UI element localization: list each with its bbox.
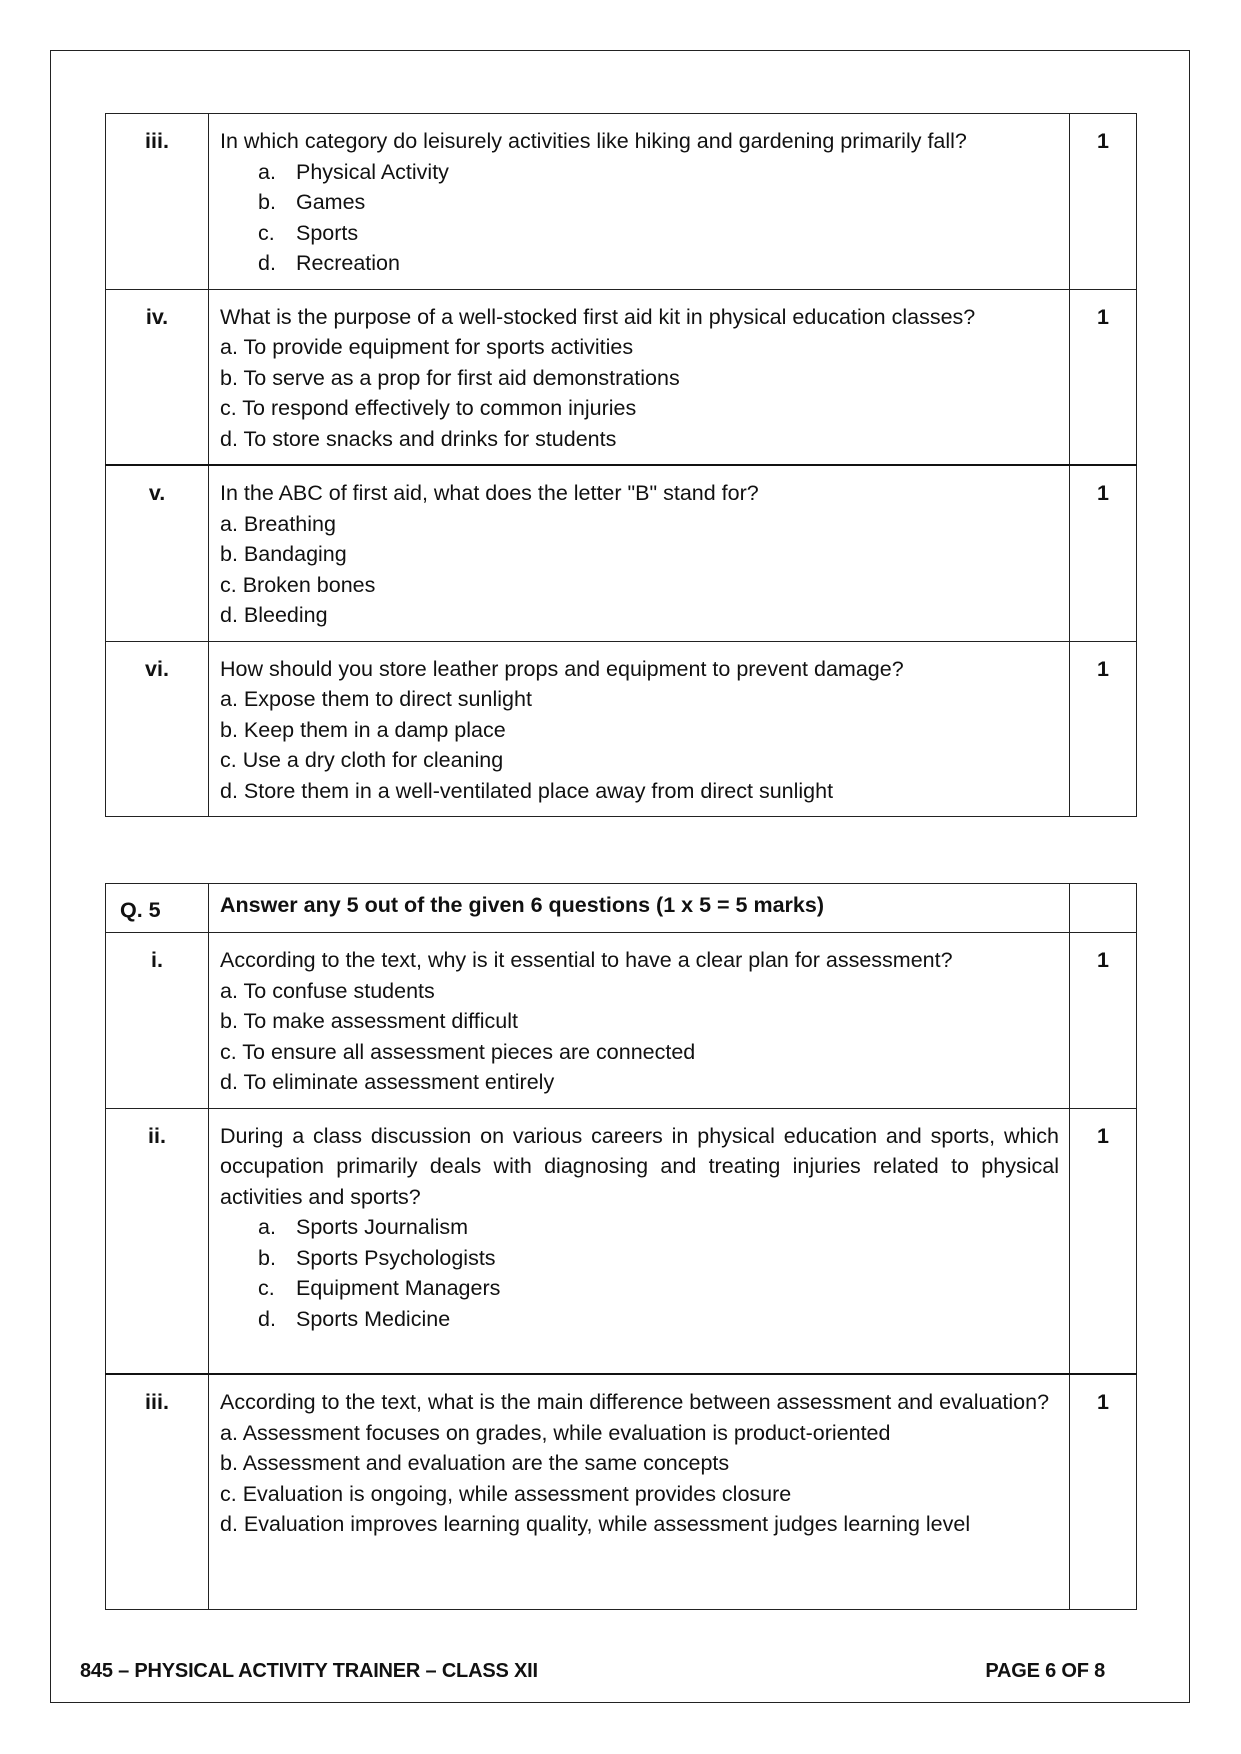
option: b. Games xyxy=(258,190,366,214)
option: a. To confuse students xyxy=(220,978,435,1003)
marks-cell: 1 xyxy=(1070,465,1137,641)
option: c. Evaluation is ongoing, while assessment provides closure xyxy=(220,1481,792,1506)
question-text: In which category do leisurely activities like hiking and gardening primarily fall? xyxy=(220,129,967,153)
question-text: During a class discussion on various careers in physical education and sports, which occupation primarily deals with diagnosing and treating injuries related to physical activities and sports? xyxy=(220,1123,1059,1209)
option: b. Assessment and evaluation are the same concepts xyxy=(220,1451,730,1475)
option: d. Recreation xyxy=(258,251,400,275)
question-row xyxy=(106,933,1137,1109)
option: c. Sports xyxy=(258,220,359,245)
option: b. Keep them in a damp place xyxy=(220,717,506,742)
marks-cell: 1 xyxy=(1070,289,1137,465)
question-body xyxy=(209,641,1070,817)
option: b. Bandaging xyxy=(220,542,347,566)
question-text: In the ABC of first aid, what does the letter "B" stand for? xyxy=(220,481,759,505)
marks-cell: 1 xyxy=(1070,1374,1137,1609)
marks-cell: 1 xyxy=(1070,641,1137,817)
section-number: Q. 5 xyxy=(106,884,209,933)
option: d. Store them in a well-ventilated place away from direct sunlight xyxy=(220,778,834,803)
question-number: iii. xyxy=(106,114,209,290)
question-text: According to the text, what is the main difference between assessment and evaluation? xyxy=(220,1390,1050,1414)
marks-cell: 1 xyxy=(1070,114,1137,290)
question-body xyxy=(209,289,1070,465)
option: d. To store snacks and drinks for students xyxy=(220,426,617,451)
question-number: vi. xyxy=(106,641,209,817)
option: a. Expose them to direct sunlight xyxy=(220,687,532,711)
option: c. Equipment Managers xyxy=(258,1276,501,1300)
question-text: How should you store leather props and equipment to prevent damage? xyxy=(220,656,904,681)
marks-cell xyxy=(1070,884,1137,933)
question-row xyxy=(106,1108,1137,1374)
question-number: v. xyxy=(106,465,209,641)
question-body xyxy=(209,1108,1070,1374)
question-row xyxy=(106,465,1137,641)
question-number: iii. xyxy=(106,1374,209,1609)
question-table-q5 xyxy=(105,883,1137,1610)
question-row xyxy=(106,1374,1137,1609)
section-header-row xyxy=(106,884,1137,933)
question-body xyxy=(209,933,1070,1109)
marks-cell: 1 xyxy=(1070,1108,1137,1374)
option: b. Sports Psychologists xyxy=(258,1245,496,1270)
question-body xyxy=(209,465,1070,641)
option: d. Bleeding xyxy=(220,603,328,627)
question-text: According to the text, why is it essential to have a clear plan for assessment? xyxy=(220,948,953,972)
question-body xyxy=(209,1374,1070,1609)
option: a. To provide equipment for sports activities xyxy=(220,335,634,359)
option: c. To respond effectively to common injuries xyxy=(220,396,637,420)
question-row xyxy=(106,641,1137,817)
option: d. To eliminate assessment entirely xyxy=(220,1070,555,1094)
question-number: iv. xyxy=(106,289,209,465)
option: a. Assessment focuses on grades, while evaluation is product-oriented xyxy=(220,1420,891,1445)
question-number: i. xyxy=(106,933,209,1109)
option: b. To make assessment difficult xyxy=(220,1009,518,1033)
marks-cell: 1 xyxy=(1070,933,1137,1109)
option: a. Physical Activity xyxy=(258,159,449,184)
option: a. Sports Journalism xyxy=(258,1215,469,1239)
option: b. To serve as a prop for first aid demonstrations xyxy=(220,365,680,390)
section-instruction: Answer any 5 out of the given 6 questions (1 x 5 = 5 marks) xyxy=(209,884,1070,933)
option: d. Evaluation improves learning quality, while assessment judges learning level xyxy=(220,1512,971,1536)
option: a. Breathing xyxy=(220,511,336,536)
option: c. Broken bones xyxy=(220,572,376,597)
question-row xyxy=(106,289,1137,465)
question-table-continued xyxy=(105,113,1137,817)
option: d. Sports Medicine xyxy=(258,1306,451,1331)
footer-page-number: PAGE 6 OF 8 xyxy=(985,1660,1105,1682)
question-number: ii. xyxy=(106,1108,209,1374)
question-body xyxy=(209,114,1070,290)
footer-subject: 845 – PHYSICAL ACTIVITY TRAINER – CLASS XII xyxy=(80,1660,538,1682)
question-text: What is the purpose of a well-stocked first aid kit in physical education classes? xyxy=(220,304,976,329)
question-row xyxy=(106,114,1137,290)
option: c. Use a dry cloth for cleaning xyxy=(220,748,504,772)
option: c. To ensure all assessment pieces are connected xyxy=(220,1039,696,1064)
